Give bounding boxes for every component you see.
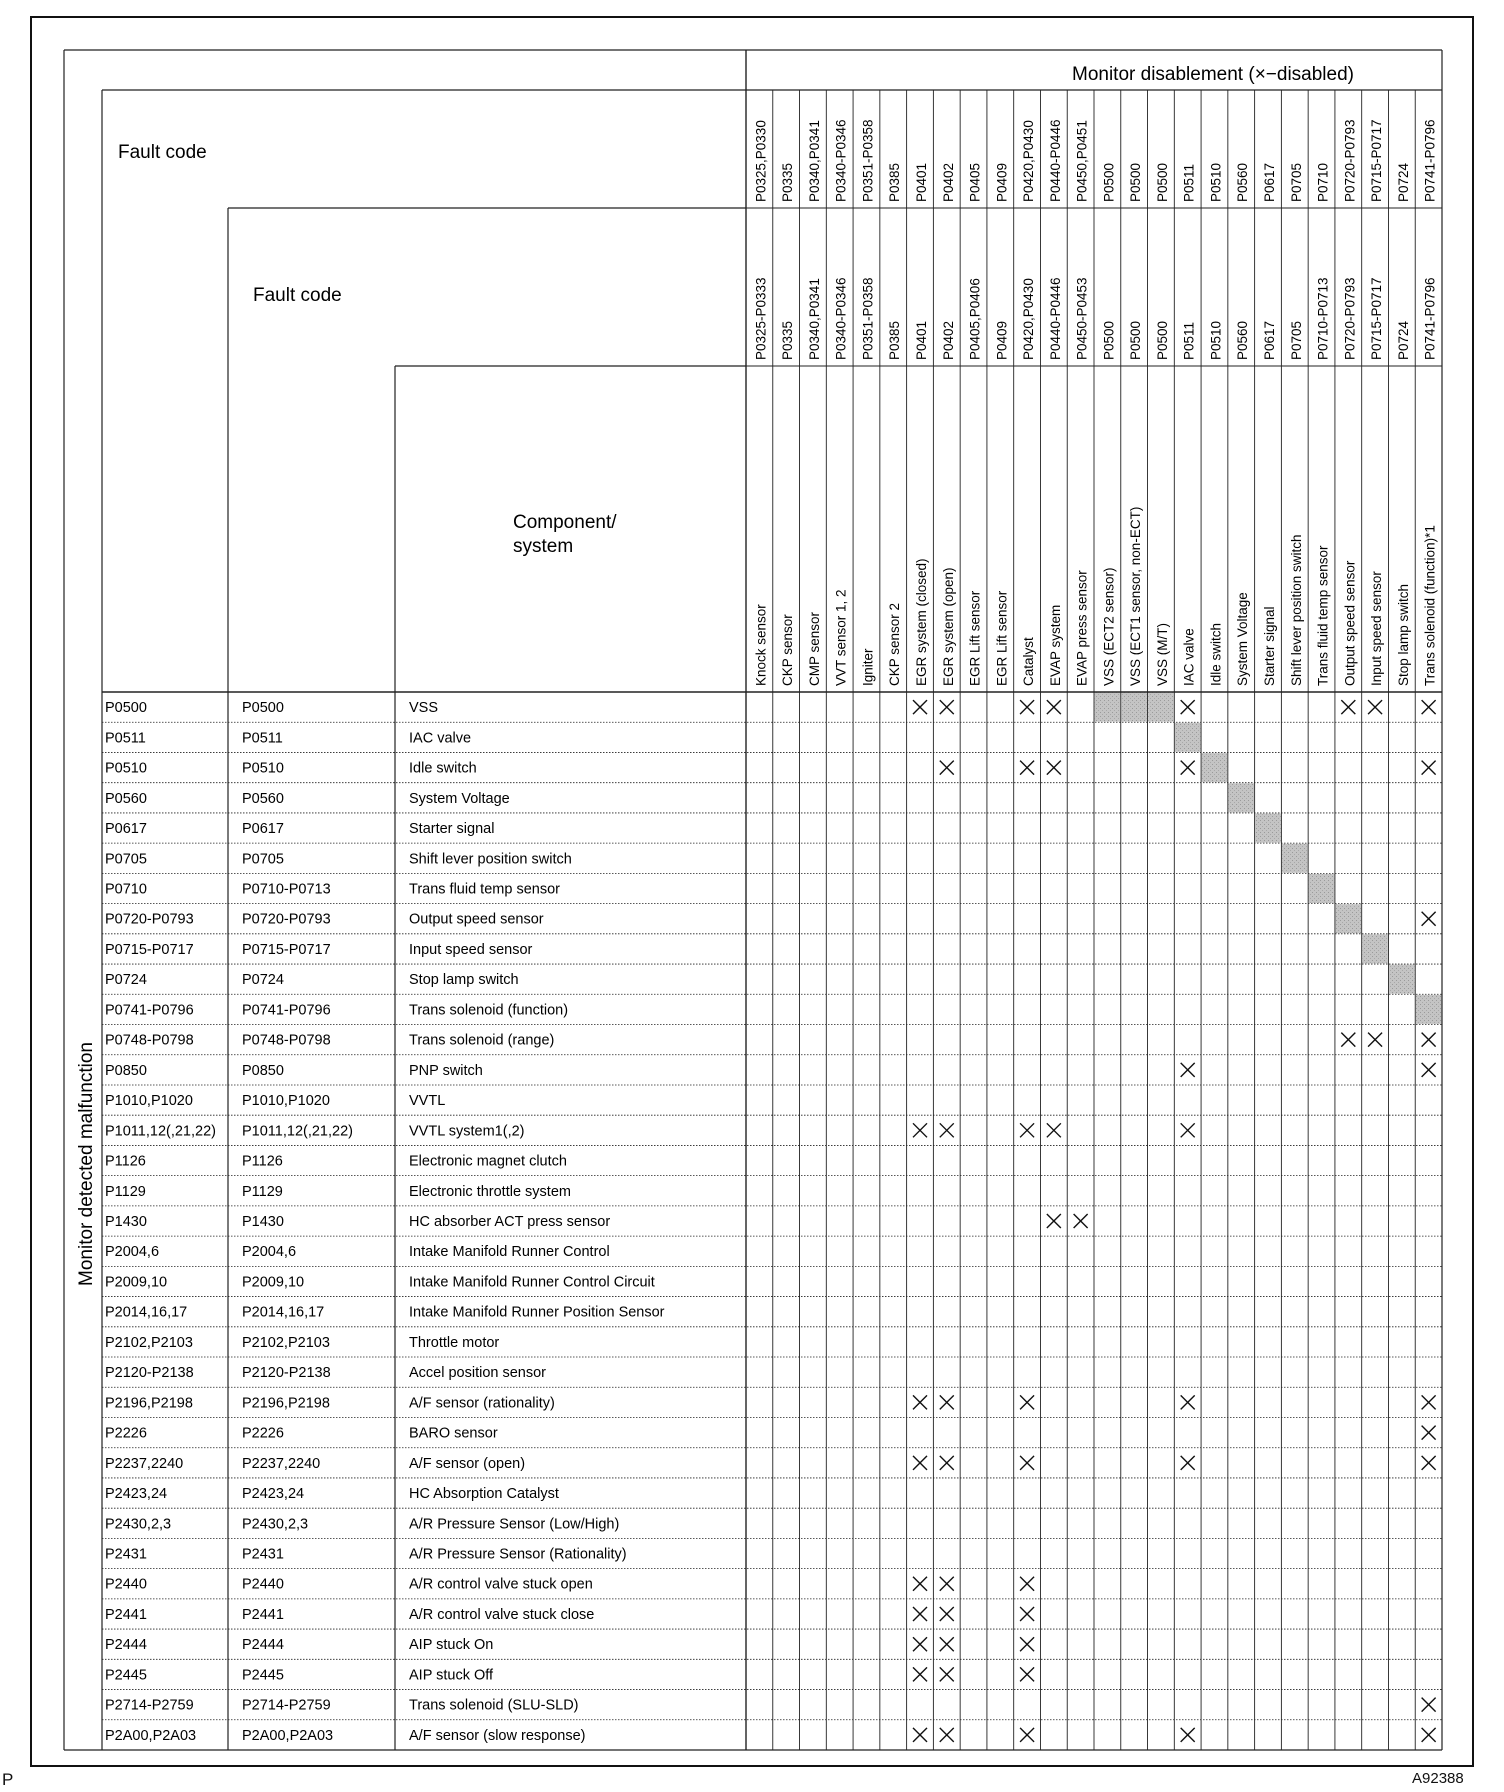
column-component: VSS (M/T) xyxy=(1154,623,1170,686)
disabled-x-mark xyxy=(1181,1456,1195,1470)
shaded-cell xyxy=(1309,874,1335,903)
row-code1: P0705 xyxy=(105,851,147,868)
row-code2: P0705 xyxy=(242,851,284,868)
column-component: CKP sensor xyxy=(780,614,796,686)
disabled-x-mark xyxy=(1020,700,1034,714)
disabled-x-mark xyxy=(940,1577,954,1591)
shaded-cell xyxy=(1228,783,1254,812)
row-component: HC Absorption Catalyst xyxy=(409,1486,559,1503)
column-code2: P0325-P0333 xyxy=(753,277,769,360)
row-code1: P0724 xyxy=(105,972,147,989)
row-code1: P2430,2,3 xyxy=(105,1516,172,1533)
disabled-x-mark xyxy=(1181,1728,1195,1742)
row-code2: P0720-P0793 xyxy=(242,911,331,928)
shaded-cell xyxy=(1255,814,1281,843)
disabled-x-mark xyxy=(1422,1426,1436,1440)
row-code1: P2120-P2138 xyxy=(105,1365,194,1382)
row-code2: P2714-P2759 xyxy=(242,1697,331,1714)
table-row xyxy=(105,942,533,958)
column-component: Input speed sensor xyxy=(1369,571,1385,686)
shaded-cell xyxy=(1282,844,1308,873)
row-component: IAC valve xyxy=(409,730,472,747)
column-code1: P0440-P0446 xyxy=(1047,119,1063,202)
disabled-x-mark xyxy=(913,700,927,714)
row-code1: P2196,P2198 xyxy=(105,1395,193,1412)
row-component: Output speed sensor xyxy=(409,911,544,928)
column-component: VVT sensor 1, 2 xyxy=(833,589,849,686)
column-code2: P0401 xyxy=(914,320,929,360)
row-code2: P2440 xyxy=(242,1576,284,1593)
table-row xyxy=(105,1063,483,1079)
row-code2: P0511 xyxy=(242,730,283,747)
column-code1: P0705 xyxy=(1288,162,1304,202)
column-code2: P0351-P0358 xyxy=(860,277,876,360)
table-row xyxy=(105,851,572,867)
column-code1: P0500 xyxy=(1101,162,1117,202)
table-row xyxy=(105,1214,610,1230)
column-component: EVAP system xyxy=(1047,604,1063,686)
disabled-x-mark xyxy=(940,1395,954,1409)
disabled-x-mark xyxy=(1422,1456,1436,1470)
table-row xyxy=(105,1426,498,1442)
column-code1: P0409 xyxy=(994,162,1010,202)
row-code2: P2430,2,3 xyxy=(242,1516,309,1533)
row-code1: P2237,2240 xyxy=(105,1455,184,1472)
disabled-x-mark xyxy=(1020,1637,1034,1651)
column-code1: P0402 xyxy=(940,162,956,202)
disabled-x-mark xyxy=(1020,1607,1034,1621)
row-code2: P2009,10 xyxy=(242,1274,305,1291)
row-code1: P2102,P2103 xyxy=(105,1334,193,1351)
column-code2: P0617 xyxy=(1262,320,1277,360)
column-code2: P0500 xyxy=(1154,320,1170,360)
column-component: Igniter xyxy=(860,648,876,686)
column-code2: P0710-P0713 xyxy=(1315,277,1331,360)
table-row xyxy=(105,1123,525,1139)
row-code2: P0748-P0798 xyxy=(242,1032,331,1049)
row-code1: P2444 xyxy=(105,1637,147,1654)
column-code2: P0335 xyxy=(780,320,796,360)
column-code2: P0440-P0446 xyxy=(1047,277,1063,360)
row-code1: P2423,24 xyxy=(105,1486,168,1503)
disabled-x-mark xyxy=(1020,1667,1034,1681)
disabled-x-mark xyxy=(1047,700,1061,714)
table-row xyxy=(105,1184,571,1200)
disabled-x-mark xyxy=(1181,1395,1195,1409)
column-component: Shift lever position switch xyxy=(1288,534,1304,686)
column-component: EGR Lift sensor xyxy=(994,590,1010,686)
row-component: AIP stuck On xyxy=(409,1637,494,1654)
column-code1: P0351-P0358 xyxy=(860,119,876,202)
row-code2: P2444 xyxy=(242,1637,284,1654)
disabled-x-mark xyxy=(1422,1728,1436,1742)
row-code2: P2441 xyxy=(242,1606,284,1623)
table-row xyxy=(105,761,477,777)
shaded-cell xyxy=(1202,753,1228,782)
row-code2: P1129 xyxy=(242,1183,283,1200)
column-component: EGR system (closed) xyxy=(914,558,929,686)
table-row xyxy=(105,791,510,807)
disabled-x-mark xyxy=(1181,1123,1195,1137)
row-component: Starter signal xyxy=(409,821,495,838)
column-code1: P0500 xyxy=(1154,162,1170,202)
row-component: System Voltage xyxy=(409,790,510,807)
corner-label: P xyxy=(2,1770,14,1789)
disabled-x-mark xyxy=(913,1456,927,1470)
column-code1: P0340,P0341 xyxy=(806,120,822,202)
row-code1: P0617 xyxy=(105,821,147,838)
table-row xyxy=(105,1274,655,1290)
row-code1: P2A00,P2A03 xyxy=(105,1727,197,1744)
row-code2: P2102,P2103 xyxy=(242,1334,330,1351)
column-component: Trans fluid temp sensor xyxy=(1315,545,1331,686)
disabled-x-mark xyxy=(940,700,954,714)
disabled-x-mark xyxy=(1020,1123,1034,1137)
row-component: Trans solenoid (SLU-SLD) xyxy=(409,1697,579,1714)
shaded-cell xyxy=(1362,934,1388,963)
disabled-x-mark xyxy=(1047,1123,1061,1137)
row-code1: P0720-P0793 xyxy=(105,911,194,928)
row-code2: P0724 xyxy=(242,972,284,989)
row-code2: P0850 xyxy=(242,1062,284,1079)
column-component: EVAP press sensor xyxy=(1074,570,1090,686)
column-code1: P0710 xyxy=(1315,162,1331,202)
row-component: Input speed sensor xyxy=(409,941,533,958)
column-code2: P0340,P0341 xyxy=(806,278,822,360)
column-code2: P0402 xyxy=(940,320,956,360)
row-component: A/R control valve stuck close xyxy=(409,1606,595,1623)
table-row xyxy=(105,1033,554,1049)
row-component: Idle switch xyxy=(409,760,477,777)
table-row xyxy=(105,821,494,837)
row-code2: P0500 xyxy=(242,700,284,717)
disabled-x-mark xyxy=(1020,1728,1034,1742)
row-component: A/F sensor (slow response) xyxy=(409,1727,586,1744)
column-component: EGR Lift sensor xyxy=(967,590,983,686)
column-code1: P0405 xyxy=(967,162,983,202)
row-code2: P1011,12(,21,22) xyxy=(242,1123,353,1140)
column-code2: P0420,P0430 xyxy=(1021,278,1037,360)
disabled-x-mark xyxy=(913,1123,927,1137)
table-row xyxy=(105,1154,567,1170)
table-row xyxy=(105,1305,665,1321)
row-component: Throttle motor xyxy=(409,1334,500,1351)
shaded-cells xyxy=(1095,693,1442,1024)
column-code1: P0617 xyxy=(1262,162,1277,202)
column-component: Knock sensor xyxy=(753,604,769,686)
row-code2: P2196,P2198 xyxy=(242,1395,330,1412)
row-component: Intake Manifold Runner Control Circuit xyxy=(409,1274,655,1291)
row-component: HC absorber ACT press sensor xyxy=(409,1214,611,1230)
table-row xyxy=(105,1456,525,1472)
column-component: Stop lamp switch xyxy=(1395,583,1411,686)
row-code2: P0710-P0713 xyxy=(242,881,331,898)
row-component: VVTL xyxy=(409,1093,446,1110)
row-code1: P1010,P1020 xyxy=(105,1093,193,1110)
row-component: BARO sensor xyxy=(409,1425,498,1442)
disabled-x-mark xyxy=(940,761,954,775)
shaded-cell xyxy=(1095,693,1121,722)
column-code1: P0325,P0330 xyxy=(753,120,769,202)
row-code1: P2440 xyxy=(105,1576,147,1593)
row-code1: P2014,16,17 xyxy=(105,1304,188,1321)
disabled-x-mark xyxy=(1341,1033,1355,1047)
disabled-x-mark xyxy=(913,1637,927,1651)
column-code1: P0510 xyxy=(1208,162,1224,202)
column-code1: P0385 xyxy=(887,162,903,202)
table-row xyxy=(105,1667,494,1683)
column-component: VSS (ECT2 sensor) xyxy=(1101,567,1117,686)
column-code2: P0450-P0453 xyxy=(1074,277,1090,360)
row-code2: P2014,16,17 xyxy=(242,1304,325,1321)
figure-id: A92388 xyxy=(1412,1770,1464,1787)
disabled-x-mark xyxy=(1422,1063,1436,1077)
monitor-disablement-title: Monitor disablement (×−disabled) xyxy=(1072,64,1354,85)
row-component: Intake Manifold Runner Position Sensor xyxy=(409,1304,665,1321)
table-row xyxy=(105,1516,619,1532)
row-code1: P1011,12(,21,22) xyxy=(105,1123,216,1140)
shaded-cell xyxy=(1121,693,1147,722)
column-component: IAC valve xyxy=(1181,628,1197,686)
row-code2: P2423,24 xyxy=(242,1486,305,1503)
row-code1: P2004,6 xyxy=(105,1244,160,1261)
component-header-line2: system xyxy=(513,536,574,557)
row-code1: P2441 xyxy=(105,1606,147,1623)
column-code1: P0741-P0796 xyxy=(1422,119,1438,202)
disabled-x-mark xyxy=(1341,700,1355,714)
disabled-x-mark xyxy=(1368,1033,1382,1047)
disabled-x-mark xyxy=(1181,761,1195,775)
table-row xyxy=(105,1335,499,1351)
column-code1: P0715-P0717 xyxy=(1369,119,1385,202)
row-component: Shift lever position switch xyxy=(409,851,572,868)
row-code2: P0741-P0796 xyxy=(242,1002,331,1019)
disabled-x-mark xyxy=(1020,761,1034,775)
table-rows xyxy=(105,700,665,1744)
row-code1: P0748-P0798 xyxy=(105,1032,194,1049)
row-code1: P0715-P0717 xyxy=(105,941,194,958)
component-header-line1: Component/ xyxy=(513,512,617,533)
table-row xyxy=(105,972,519,988)
disabled-x-mark xyxy=(1422,1395,1436,1409)
disabled-x-mark xyxy=(1422,912,1436,926)
fault-code-header-2: Fault code xyxy=(253,285,342,306)
column-code2: P0385 xyxy=(887,320,903,360)
disabled-x-mark xyxy=(1020,1395,1034,1409)
column-code1: P0401 xyxy=(914,162,929,202)
table-row xyxy=(105,1637,493,1653)
row-code2: P2A00,P2A03 xyxy=(242,1727,334,1744)
column-code2: P0500 xyxy=(1128,320,1144,360)
column-component: EGR system (open) xyxy=(940,567,956,686)
disabled-x-mark xyxy=(1020,1577,1034,1591)
row-component: Stop lamp switch xyxy=(409,972,519,989)
table-row xyxy=(105,1002,568,1018)
row-code1: P1430 xyxy=(105,1214,147,1230)
column-component: System Voltage xyxy=(1235,592,1251,686)
column-code2: P0340-P0346 xyxy=(833,277,849,360)
row-code2: P2120-P2138 xyxy=(242,1365,331,1382)
row-code1: P2009,10 xyxy=(105,1274,168,1291)
table-row xyxy=(105,700,438,716)
disabled-x-mark xyxy=(1181,700,1195,714)
column-code1: P0724 xyxy=(1395,162,1411,202)
disabled-x-mark xyxy=(1074,1214,1088,1228)
disabled-x-mark xyxy=(1422,1698,1436,1712)
row-code2: P1126 xyxy=(242,1153,283,1170)
shaded-cell xyxy=(1336,904,1362,933)
row-code1: P0510 xyxy=(105,760,147,777)
column-code2: P0715-P0717 xyxy=(1369,277,1385,360)
table-row xyxy=(105,730,471,746)
table-row xyxy=(105,1547,627,1563)
row-code2: P1430 xyxy=(242,1214,284,1230)
row-code1: P0500 xyxy=(105,700,147,717)
table-row xyxy=(105,912,544,928)
row-code1: P2714-P2759 xyxy=(105,1697,194,1714)
shaded-cell xyxy=(1148,693,1174,722)
column-component: Trans solenoid (function)*1 xyxy=(1422,525,1438,686)
row-code2: P2226 xyxy=(242,1425,284,1442)
table-row xyxy=(105,1728,585,1744)
shaded-cell xyxy=(1389,965,1415,994)
column-code1: P0340-P0346 xyxy=(833,119,849,202)
disabled-x-mark xyxy=(913,1728,927,1742)
disabled-x-mark xyxy=(940,1123,954,1137)
row-code2: P1010,P1020 xyxy=(242,1093,330,1110)
table-row xyxy=(105,881,560,897)
disabled-x-mark xyxy=(940,1637,954,1651)
row-component: A/R Pressure Sensor (Low/High) xyxy=(409,1516,620,1533)
column-component: Output speed sensor xyxy=(1342,560,1358,686)
row-component: VSS xyxy=(409,700,439,717)
column-code1: P0335 xyxy=(780,162,796,202)
row-component: PNP switch xyxy=(409,1062,483,1079)
column-component: VSS (ECT1 sensor, non-ECT) xyxy=(1128,506,1144,686)
column-code2: P0705 xyxy=(1288,320,1304,360)
disabled-x-mark xyxy=(940,1667,954,1681)
disabled-x-mark xyxy=(940,1456,954,1470)
disabled-x-mark xyxy=(913,1607,927,1621)
fault-code-header-1: Fault code xyxy=(118,142,207,163)
column-component: Idle switch xyxy=(1208,622,1224,686)
column-code2: P0741-P0796 xyxy=(1422,277,1438,360)
shaded-cell xyxy=(1175,723,1201,752)
row-component: A/F sensor (open) xyxy=(409,1455,526,1472)
row-component: Electronic throttle system xyxy=(409,1183,571,1200)
row-code2: P0510 xyxy=(242,760,284,777)
column-code2: P0720-P0793 xyxy=(1342,277,1358,360)
disabled-x-mark xyxy=(1047,761,1061,775)
disabled-x-mark xyxy=(1181,1063,1195,1077)
column-code2: P0510 xyxy=(1208,320,1224,360)
row-code1: P0850 xyxy=(105,1062,147,1079)
disabled-x-mark xyxy=(913,1395,927,1409)
table-row xyxy=(105,1486,559,1502)
disabled-x-mark xyxy=(1422,761,1436,775)
disabled-x-mark xyxy=(940,1607,954,1621)
disabled-x-mark xyxy=(1020,1456,1034,1470)
row-component: A/R Pressure Sensor (Rationality) xyxy=(409,1546,627,1563)
table-row xyxy=(105,1365,546,1381)
row-component: AIP stuck Off xyxy=(409,1667,494,1684)
row-component: Trans solenoid (range) xyxy=(409,1032,555,1049)
row-code1: P2445 xyxy=(105,1667,147,1684)
column-code1: P0511 xyxy=(1181,163,1197,202)
table-row xyxy=(105,1698,579,1714)
column-component: Starter signal xyxy=(1262,606,1277,686)
row-component: Intake Manifold Runner Control xyxy=(409,1244,610,1261)
column-code2: P0724 xyxy=(1395,320,1411,360)
side-label: Monitor detected malfunction xyxy=(76,1042,97,1286)
row-code1: P0511 xyxy=(105,730,146,747)
row-code2: P2445 xyxy=(242,1667,284,1684)
column-code2: P0560 xyxy=(1235,320,1251,360)
column-code2: P0511 xyxy=(1181,321,1197,360)
row-component: VVTL system1(,2) xyxy=(409,1123,525,1140)
row-code1: P0560 xyxy=(105,790,147,807)
table-row xyxy=(105,1577,593,1593)
disabled-x-mark xyxy=(913,1577,927,1591)
column-code1: P0450,P0451 xyxy=(1074,120,1090,202)
column-code1: P0560 xyxy=(1235,162,1251,202)
table-row xyxy=(105,1244,610,1260)
column-code2: P0409 xyxy=(994,320,1010,360)
shaded-cell xyxy=(1416,995,1442,1024)
row-code2: P2431 xyxy=(242,1546,284,1563)
column-component: CKP sensor 2 xyxy=(887,602,903,686)
row-component: Accel position sensor xyxy=(409,1365,547,1382)
row-code1: P0710 xyxy=(105,881,147,898)
table-row xyxy=(105,1607,594,1623)
disabled-x-mark xyxy=(1422,1033,1436,1047)
column-code2: P0405,P0406 xyxy=(967,278,983,360)
table-row xyxy=(105,1395,555,1411)
column-code2: P0500 xyxy=(1101,320,1117,360)
row-component: A/R control valve stuck open xyxy=(409,1576,593,1593)
row-component: Electronic magnet clutch xyxy=(409,1153,567,1170)
column-code1: P0720-P0793 xyxy=(1342,119,1358,202)
row-component: A/F sensor (rationality) xyxy=(409,1395,555,1412)
row-code2: P2237,2240 xyxy=(242,1455,321,1472)
column-code1: P0500 xyxy=(1128,162,1144,202)
row-code1: P1129 xyxy=(105,1183,146,1200)
row-code1: P2226 xyxy=(105,1425,147,1442)
table-row xyxy=(105,1093,445,1109)
column-component: Catalyst xyxy=(1021,637,1037,686)
disabled-x-mark xyxy=(1047,1214,1061,1228)
row-code2: P0560 xyxy=(242,790,284,807)
disabled-x-mark xyxy=(1422,700,1436,714)
row-component: Trans solenoid (function) xyxy=(409,1002,569,1019)
disabled-x-mark xyxy=(913,1667,927,1681)
row-code1: P0741-P0796 xyxy=(105,1002,194,1019)
row-code1: P1126 xyxy=(105,1153,146,1170)
column-code1: P0420,P0430 xyxy=(1021,120,1037,202)
disabled-x-mark xyxy=(1368,700,1382,714)
row-component: Trans fluid temp sensor xyxy=(409,881,560,898)
row-code2: P2004,6 xyxy=(242,1244,297,1261)
column-component: CMP sensor xyxy=(806,611,822,686)
row-code2: P0715-P0717 xyxy=(242,941,331,958)
row-code1: P2431 xyxy=(105,1546,147,1563)
disabled-x-mark xyxy=(940,1728,954,1742)
row-code2: P0617 xyxy=(242,821,284,838)
